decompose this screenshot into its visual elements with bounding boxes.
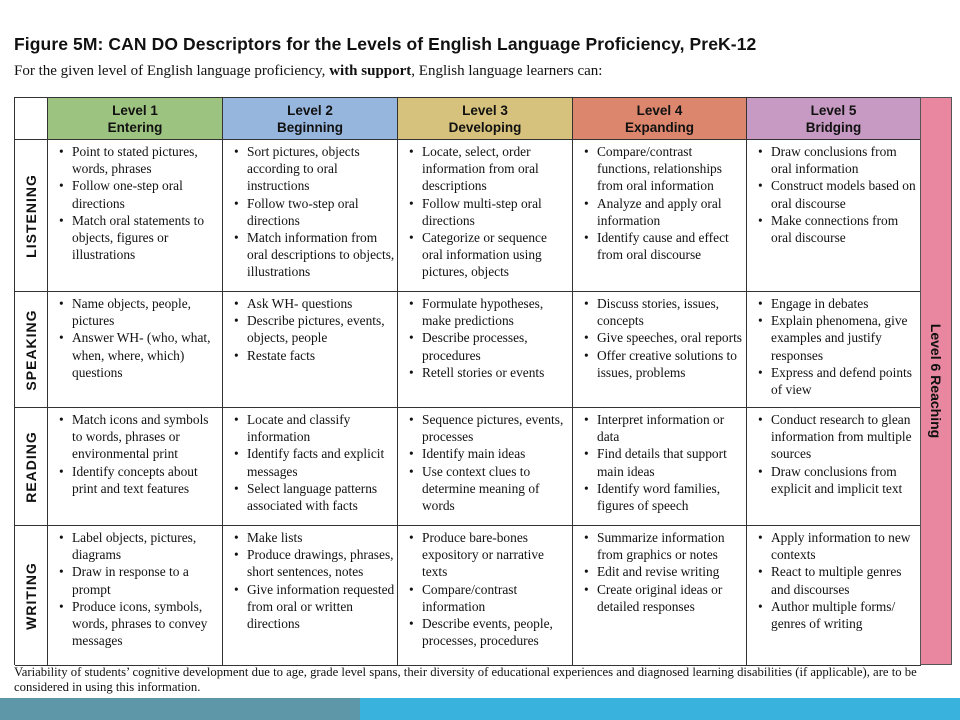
level-number: Level 1 bbox=[112, 102, 158, 118]
descriptor-item: • Point to stated pictures, words, phrases bbox=[72, 143, 220, 177]
cell-listening-level-5 bbox=[747, 140, 921, 292]
descriptor-item: • Identify facts and explicit messages bbox=[247, 445, 395, 479]
descriptor-item: • Answer WH- (who, what, when, where, which) questions bbox=[72, 329, 220, 381]
descriptor-item: • Conduct research to glean information from multiple sources bbox=[771, 411, 918, 463]
descriptor-item: • Summarize information from graphics or notes bbox=[597, 529, 744, 563]
cell-speaking-level-1 bbox=[48, 292, 223, 408]
level-5-header bbox=[747, 98, 921, 140]
descriptor-item: • Interpret information or data bbox=[597, 411, 744, 445]
descriptor-item: • Use context clues to determine meaning of words bbox=[422, 463, 570, 515]
level-name: Expanding bbox=[624, 119, 694, 135]
descriptor-list bbox=[573, 292, 746, 381]
descriptor-list bbox=[223, 526, 397, 632]
descriptor-item: • Categorize or sequence oral information using pictures, objects bbox=[422, 229, 570, 281]
domain-label: SPEAKING bbox=[23, 308, 39, 391]
descriptor-item: • Produce icons, symbols, words, phrases to convey messages bbox=[72, 598, 220, 650]
descriptor-item: • Construct models based on oral discourse bbox=[771, 177, 918, 211]
descriptor-item: • Select language patterns associated with facts bbox=[247, 480, 395, 514]
descriptor-item: • Offer creative solutions to issues, problems bbox=[597, 347, 744, 381]
descriptor-list bbox=[747, 408, 920, 497]
descriptor-item: • Give speeches, oral reports bbox=[597, 329, 744, 346]
descriptor-item: • Produce drawings, phrases, short sentences, notes bbox=[247, 546, 395, 580]
descriptor-item: • Draw conclusions from oral information bbox=[771, 143, 918, 177]
descriptor-item: • Analyze and apply oral information bbox=[597, 195, 744, 229]
domain-writing bbox=[15, 526, 48, 666]
cell-speaking-level-5 bbox=[747, 292, 921, 408]
descriptor-item: • Identify cause and effect from oral discourse bbox=[597, 229, 744, 263]
descriptor-item: • Describe events, people, processes, procedures bbox=[422, 615, 570, 649]
level-4-header bbox=[573, 98, 747, 140]
descriptor-item: • Match oral statements to objects, figures or illustrations bbox=[72, 212, 220, 264]
descriptor-item: • Edit and revise writing bbox=[597, 563, 744, 580]
footnote: Variability of students’ cognitive development due to age, grade level spans, their diversity of educational experiences and diagnosed learning disabilities (if applicable), are to be considered in using this information. bbox=[14, 665, 917, 694]
cell-listening-level-4 bbox=[573, 140, 747, 292]
descriptor-item: • Follow one-step oral directions bbox=[72, 177, 220, 211]
descriptor-list bbox=[48, 140, 222, 263]
descriptor-list bbox=[48, 526, 222, 649]
cell-speaking-level-3 bbox=[398, 292, 573, 408]
level-number: Level 4 bbox=[636, 102, 683, 118]
domain-label: LISTENING bbox=[23, 173, 39, 258]
descriptor-list bbox=[48, 408, 222, 497]
descriptor-item: • Explain phenomena, give examples and justify responses bbox=[771, 312, 918, 364]
descriptor-item: • Find details that support main ideas bbox=[597, 445, 744, 479]
cell-writing-level-2 bbox=[223, 526, 398, 666]
descriptor-item: • Retell stories or events bbox=[422, 364, 570, 381]
descriptor-item: • Identify word families, figures of speech bbox=[597, 480, 744, 514]
descriptor-list bbox=[398, 526, 572, 649]
descriptor-list bbox=[223, 140, 397, 281]
table-corner bbox=[15, 98, 48, 140]
level-6-reaching-bar bbox=[920, 97, 952, 665]
cell-reading-level-1 bbox=[48, 408, 223, 526]
descriptor-item: • Ask WH- questions bbox=[247, 295, 395, 312]
level-name: Bridging bbox=[805, 119, 862, 135]
cell-listening-level-1 bbox=[48, 140, 223, 292]
descriptor-item: • Sequence pictures, events, processes bbox=[422, 411, 570, 445]
descriptor-item: • Follow two-step oral directions bbox=[247, 195, 395, 229]
cell-speaking-level-4 bbox=[573, 292, 747, 408]
descriptor-list bbox=[573, 408, 746, 514]
descriptor-item: • Draw conclusions from explicit and implicit text bbox=[771, 463, 918, 497]
domain-label: WRITING bbox=[23, 561, 39, 630]
cell-writing-level-5 bbox=[747, 526, 921, 666]
cell-reading-level-3 bbox=[398, 408, 573, 526]
cell-speaking-level-2 bbox=[223, 292, 398, 408]
descriptor-item: • Label objects, pictures, diagrams bbox=[72, 529, 220, 563]
descriptor-item: • Author multiple forms/ genres of writing bbox=[771, 598, 918, 632]
descriptor-list bbox=[747, 526, 920, 632]
descriptor-list bbox=[398, 292, 572, 381]
descriptor-item: • Describe pictures, events, objects, people bbox=[247, 312, 395, 346]
can-do-table bbox=[14, 97, 920, 665]
level-number: Level 5 bbox=[810, 102, 857, 118]
descriptor-item: • Describe processes, procedures bbox=[422, 329, 570, 363]
descriptor-item: • Express and defend points of view bbox=[771, 364, 918, 398]
descriptor-item: • Engage in debates bbox=[771, 295, 918, 312]
intro-bold: with support bbox=[329, 63, 412, 79]
descriptor-item: • Give information requested from oral or written directions bbox=[247, 581, 395, 633]
level-number: Level 3 bbox=[462, 102, 508, 118]
descriptor-list bbox=[747, 292, 920, 398]
descriptor-item: • Match information from oral descriptions to objects, illustrations bbox=[247, 229, 395, 281]
descriptor-list bbox=[398, 408, 572, 514]
intro-text bbox=[14, 63, 602, 80]
level-name: Developing bbox=[448, 119, 522, 135]
descriptor-item: • Match icons and symbols to words, phrases or environmental print bbox=[72, 411, 220, 463]
cell-writing-level-1 bbox=[48, 526, 223, 666]
descriptor-item: • Apply information to new contexts bbox=[771, 529, 918, 563]
descriptor-item: • Compare/contrast functions, relationships from oral information bbox=[597, 143, 744, 195]
descriptor-item: • React to multiple genres and discourses bbox=[771, 563, 918, 597]
level-3-header bbox=[398, 98, 573, 140]
descriptor-item: • Make lists bbox=[247, 529, 395, 546]
descriptor-item: • Follow multi-step oral directions bbox=[422, 195, 570, 229]
descriptor-item: • Compare/contrast information bbox=[422, 581, 570, 615]
descriptor-list bbox=[223, 408, 397, 514]
descriptor-list bbox=[48, 292, 222, 381]
descriptor-item: • Make connections from oral discourse bbox=[771, 212, 918, 246]
descriptor-item: • Restate facts bbox=[247, 347, 395, 364]
descriptor-list bbox=[573, 526, 746, 615]
cell-writing-level-4 bbox=[573, 526, 747, 666]
domain-reading bbox=[15, 408, 48, 526]
level-6-label: Level 6 Reaching bbox=[928, 323, 944, 439]
cell-writing-level-3 bbox=[398, 526, 573, 666]
descriptor-item: • Create original ideas or detailed responses bbox=[597, 581, 744, 615]
descriptor-item: • Identify main ideas bbox=[422, 445, 570, 462]
domain-speaking bbox=[15, 292, 48, 408]
descriptor-item: • Name objects, people, pictures bbox=[72, 295, 220, 329]
figure-title: Figure 5M: CAN DO Descriptors for the Levels of English Language Proficiency, PreK-12 bbox=[14, 34, 757, 54]
descriptor-item: • Sort pictures, objects according to oral instructions bbox=[247, 143, 395, 195]
level-number: Level 2 bbox=[287, 102, 333, 118]
domain-listening bbox=[15, 140, 48, 292]
descriptor-item: • Formulate hypotheses, make predictions bbox=[422, 295, 570, 329]
descriptor-list bbox=[398, 140, 572, 281]
descriptor-list bbox=[223, 292, 397, 364]
cell-listening-level-2 bbox=[223, 140, 398, 292]
level-1-header bbox=[48, 98, 223, 140]
descriptor-item: • Draw in response to a prompt bbox=[72, 563, 220, 597]
cell-reading-level-5 bbox=[747, 408, 921, 526]
level-name: Entering bbox=[107, 119, 163, 135]
cell-listening-level-3 bbox=[398, 140, 573, 292]
descriptor-item: • Produce bare-bones expository or narrative texts bbox=[422, 529, 570, 581]
intro-after: , English language learners can: bbox=[411, 63, 603, 79]
intro-before: For the given level of English language proficiency, bbox=[14, 63, 330, 79]
footer-band-left bbox=[0, 698, 360, 720]
descriptor-item: • Locate and classify information bbox=[247, 411, 395, 445]
cell-reading-level-4 bbox=[573, 408, 747, 526]
descriptor-list bbox=[747, 140, 920, 246]
level-2-header bbox=[223, 98, 398, 140]
level-name: Beginning bbox=[277, 119, 343, 135]
descriptor-item: • Identify concepts about print and text features bbox=[72, 463, 220, 497]
descriptor-item: • Discuss stories, issues, concepts bbox=[597, 295, 744, 329]
descriptor-item: • Locate, select, order information from oral descriptions bbox=[422, 143, 570, 195]
descriptor-list bbox=[573, 140, 746, 263]
domain-label: READING bbox=[23, 430, 39, 503]
footer-band-right bbox=[360, 698, 960, 720]
cell-reading-level-2 bbox=[223, 408, 398, 526]
